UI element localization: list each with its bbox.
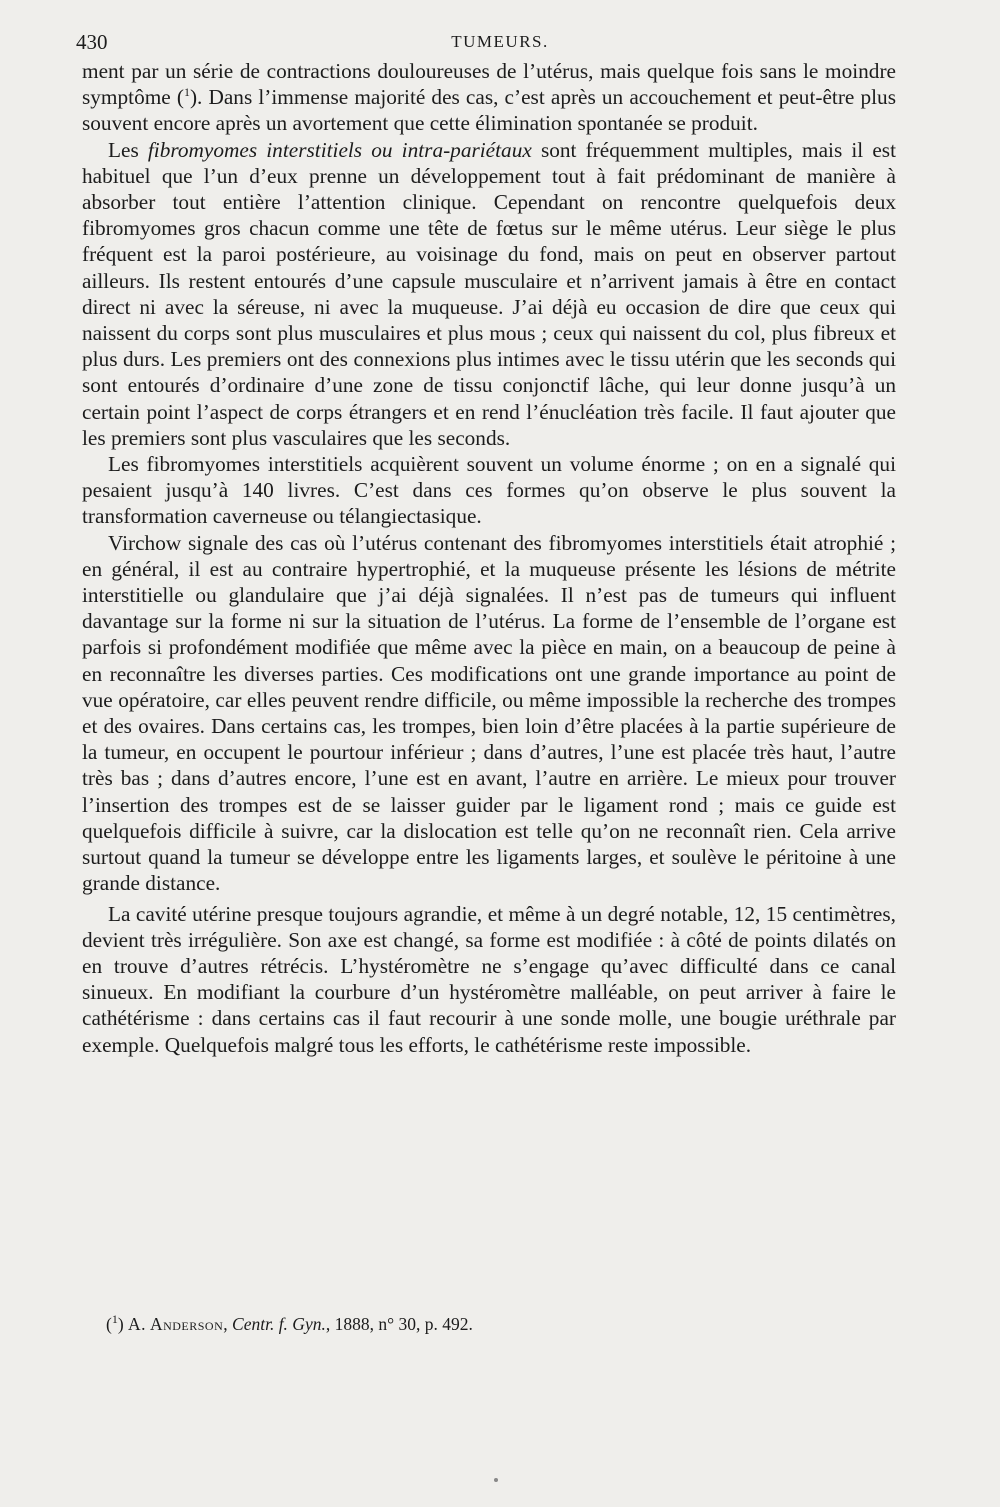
footnote-separator: , — [223, 1314, 233, 1334]
paragraph-cavity: La cavité utérine presque toujours agrandie, et même à un degré notable, 12, 15 centimètres, devient très irrégulière. Son axe est changé, sa forme est modifiée : à côté de points dilatés on en trouve d’autres rétrécis. L’hystéromètre ne s’engage qu’avec difficulté dans ce canal sinueux. En modifiant la courbure d’un hystéromètre malléable, on peut arriver à faire le cathétérisme : dans certains cas il faut recourir à une sonde molle, une bougie uréthrale par exemple. Quelquefois malgré tous les efforts, le cathétérisme reste impossible. — [82, 901, 896, 1057]
footnote-citation: , 1888, n° 30, p. 492. — [325, 1314, 473, 1334]
footnote: ($^1$) A. Anderson, Centr. f. Gyn., 1888, n° 30, p. 492. — [106, 1312, 473, 1334]
paragraph-virchow: Virchow signale des cas où l’utérus contenant des fibromyomes interstitiels était atrophié ; en général, il est au contraire hypertrophié, et la muqueuse présente les lésions de métrite interstitielle ou glandulaire que j’ai déjà signalées. Il n’est pas de tumeurs qui influent davantage sur la forme ni sur la situation de l’utérus. La forme de l’ensemble de l’organe est parfois si profondément modifiée que même avec la pièce en main, on a beaucoup de peine à en reconnaître les diverses parties. Ces modifications ont une grande importance au point de vue opératoire, car elles peuvent rendre difficile, ou même impossible la recherche des trompes et des ovaires. Dans certains cas, les trompes, bien loin d’être placées à la partie supérieure de la tumeur, en occupent le pourtour inférieur ; dans d’autres, l’une est placée très haut, l’autre très bas ; dans d’autres encore, l’une est en avant, l’autre en arrière. Le mieux pour trouver l’insertion des trompes est de se laisser guider par le ligament rond ; mais ce guide est quelquefois difficile à suivre, car la dislocation est telle qu’on ne reconnaît rien. Cela arrive surtout quand la tumeur se développe entre les ligaments larges, et soulève le péritoine à une grande distance. — [82, 530, 896, 896]
footnote-journal: Centr. f. Gyn. — [232, 1314, 326, 1334]
footnote-reference: 1 — [183, 85, 190, 100]
italic-term: fibromyomes interstitiels ou intra-pariétaux — [147, 137, 532, 162]
body-text — [82, 58, 896, 1058]
paragraph-continued — [82, 58, 896, 137]
running-title: TUMEURS. — [451, 32, 549, 51]
paragraph-text: ). Dans l’immense majorité des cas, c’est après un accouchement et peut-être plus souvent encore après un avortement que cette élimination spontanée se produit. — [82, 85, 896, 136]
paragraph-lead: Les — [108, 137, 148, 162]
paragraph-volume: Les fibromyomes interstitiels acquièrent souvent un volume énorme ; on en a signalé qui pesaient jusqu’à 140 livres. C’est dans ces formes qu’on observe le plus souvent la transformation caverneuse ou télangiectasique. — [82, 452, 896, 529]
printer-dot — [494, 1478, 498, 1482]
paragraph-text: sont fréquemment multiples, mais il est habituel que l’un d’eux prenne un développement tout à fait prédominant de manière à absorber tout entière l’attention clinique. Cependant on rencontre quelquefois deux fibromyomes gros chacun comme une tête de fœtus sur le même utérus. Leur siège le plus fréquent est la paroi postérieure, au voisinage du fond, mais on peut en observer partout ailleurs. Ils restent entourés d’une capsule musculaire et n’arrivent jamais à être en contact direct ni avec la séreuse, ni avec la muqueuse. J’ai déjà eu occasion de dire que ceux qui naissent du corps sont plus musculaires et plus mous ; ceux qui naissent du col, plus fibreux et plus durs. Les premiers ont des connexions plus intimes avec le tissu utérin que les seconds qui sont entourés d’ordinaire d’une zone de tissu conjonctif lâche, qui leur donne jusqu’à un certain point l’aspect de corps étrangers et en rend l’énucléation très facile. Il faut ajouter que les premiers sont plus vasculaires que les seconds. — [82, 137, 896, 450]
paragraph-interstitial — [82, 137, 896, 451]
footnote-marker: 1 — [111, 1312, 118, 1327]
paragraph-text: ment par un série de contractions douloureuses de l’utérus, mais quelque fois sans le moindre symptôme ( — [82, 59, 896, 110]
footnote-author: A. Anderson — [128, 1314, 224, 1334]
page-number: 430 — [76, 30, 108, 54]
